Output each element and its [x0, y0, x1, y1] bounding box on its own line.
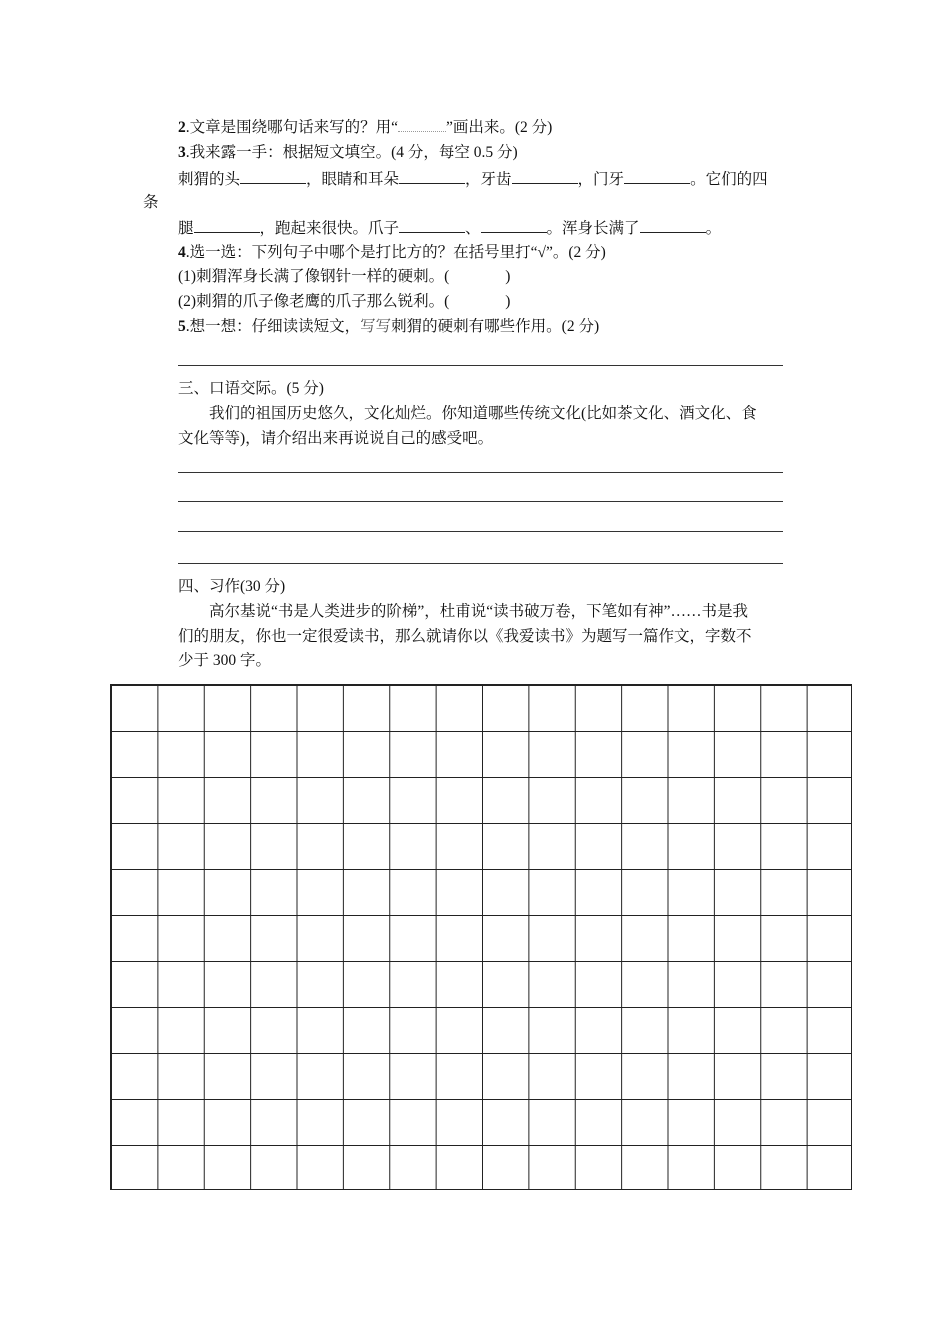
section-4-title: 四、习作(30 分): [178, 578, 286, 595]
q-num: 3: [178, 144, 186, 161]
option-1: [178, 267, 510, 287]
q-num: 4: [178, 244, 186, 261]
q-text: .想一想：仔细读读短文，: [185, 318, 361, 335]
blank[interactable]: [240, 169, 306, 184]
section-4-body: 们的朋友，你也一定很爱读书，那么就请你以《我爱读书》为题写一篇作文，字数不: [178, 628, 752, 645]
q-text: 刺猬的硬刺有哪些作用。(2 分): [391, 318, 600, 335]
blank[interactable]: [624, 169, 690, 184]
text: 。: [705, 220, 722, 237]
option-2: [178, 292, 510, 312]
text: ，跑起来很快。爪子: [259, 220, 400, 237]
question-4: [178, 243, 606, 263]
answer-line[interactable]: [178, 531, 783, 532]
text: ，门牙: [577, 171, 625, 188]
section-4-body: 少于 300 字。: [178, 652, 272, 669]
question-3: [178, 143, 518, 163]
bracket-close: ): [505, 293, 511, 310]
text: 。它们的四: [690, 171, 768, 188]
text: 。浑身长满了: [546, 220, 640, 237]
answer-line[interactable]: [178, 501, 783, 502]
answer-line[interactable]: [178, 472, 783, 473]
question-5: [178, 317, 599, 337]
text: 、: [465, 220, 481, 237]
wrap-char: 条: [143, 194, 159, 211]
bracket-close: ): [505, 268, 511, 285]
q-text: .我来露一手：根据短文填空。(4 分，每空 0.5 分): [185, 144, 518, 161]
section-3-body: 我们的祖国历史悠久，文化灿烂。你知道哪些传统文化(比如茶文化、酒文化、食: [209, 405, 757, 422]
blank[interactable]: [481, 218, 547, 233]
q-num: 2: [178, 119, 186, 136]
text: ，牙齿: [465, 171, 512, 188]
answer-line[interactable]: [178, 365, 783, 366]
blank[interactable]: [512, 169, 578, 184]
fill-line-1: [178, 169, 768, 190]
blank[interactable]: [399, 218, 465, 233]
section-3-body: 文化等等)，请介绍出来再说说自己的感受吧。: [178, 430, 494, 447]
q-num: 5: [178, 318, 186, 335]
blank[interactable]: [399, 169, 465, 184]
text: ，眼睛和耳朵: [306, 171, 400, 188]
q-text: 写写: [360, 318, 392, 335]
blank[interactable]: [194, 218, 260, 233]
composition-grid[interactable]: [110, 684, 852, 1190]
q-text: .选一选：下列句子中哪个是打比方的？在括号里打“√”。(2 分): [185, 244, 606, 261]
q-text: .文章是围绕哪句话来写的？用“: [185, 119, 399, 136]
blank[interactable]: [640, 218, 706, 233]
answer-line[interactable]: [178, 563, 783, 564]
option-text: (2)刺猬的爪子像老鹰的爪子那么锐利。(: [178, 293, 450, 310]
section-3-title: 三、口语交际。(5 分): [178, 380, 324, 397]
q-text: ”画出来。(2 分): [446, 119, 553, 136]
text: 腿: [178, 220, 194, 237]
option-text: (1)刺猬浑身长满了像钢针一样的硬刺。(: [178, 268, 450, 285]
text: 刺猬的头: [178, 171, 241, 188]
wavy-underline-blank: [398, 119, 446, 132]
question-2: [178, 118, 552, 138]
section-4-body: 高尔基说“书是人类进步的阶梯”，杜甫说“读书破万卷，下笔如有神”……书是我: [209, 603, 749, 620]
fill-line-2: [178, 218, 721, 239]
